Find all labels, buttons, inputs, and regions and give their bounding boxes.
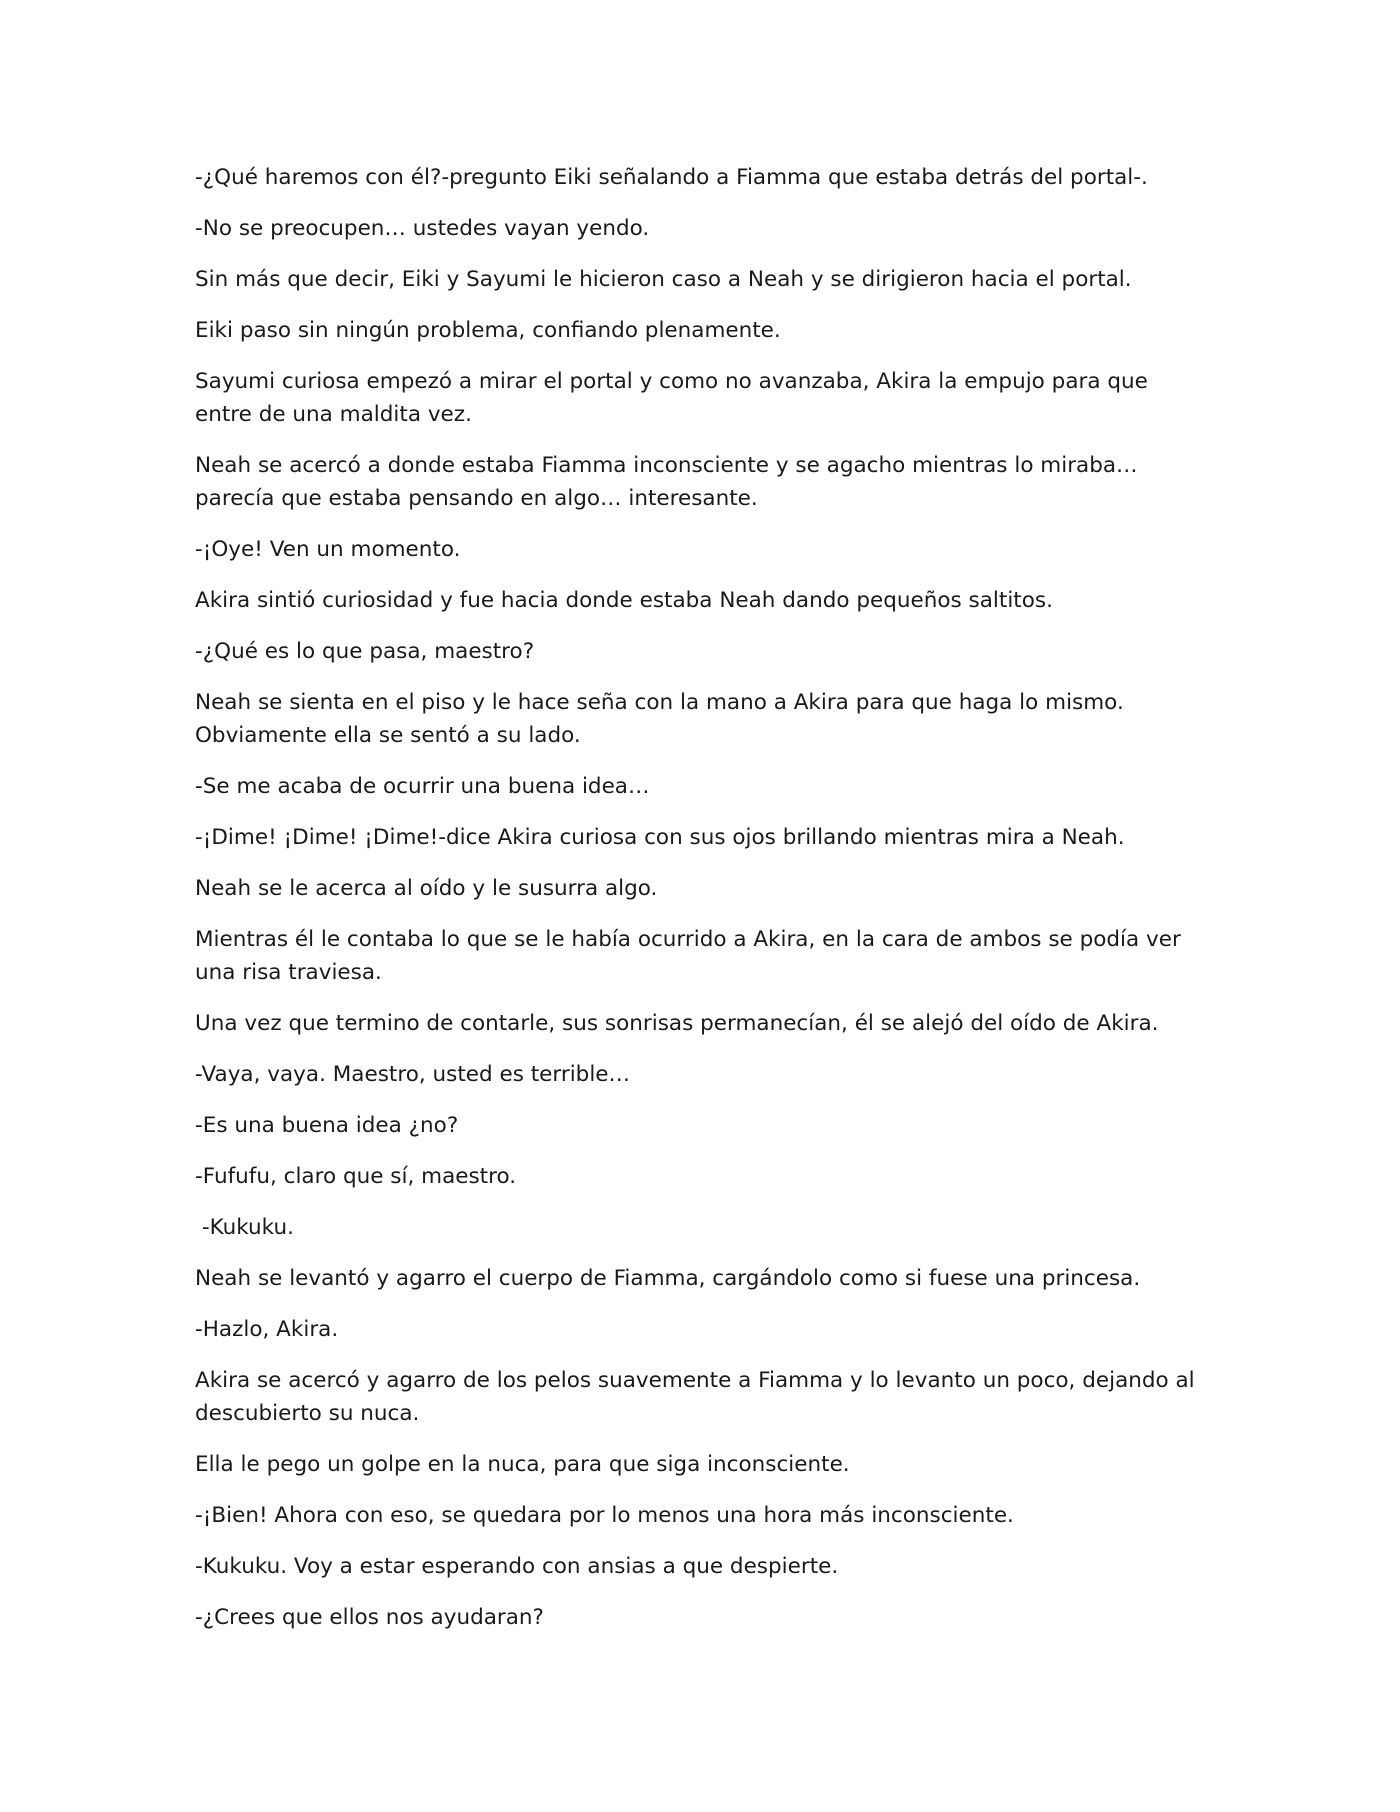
paragraph: Sayumi curiosa empezó a mirar el portal y como no avanzaba, Akira la empujo para que entre de una maldita vez.: [195, 369, 1155, 427]
paragraph: Neah se acercó a donde estaba Fiamma inconsciente y se agacho mientras lo miraba… parecía que estaba pensando en algo… interesante.: [195, 453, 1145, 511]
paragraph: -Kukuku. Voy a estar esperando con ansias a que despierte.: [195, 1554, 839, 1579]
document-body: [195, 161, 1210, 1652]
paragraph: -Se me acaba de ocurrir una buena idea…: [195, 774, 650, 799]
paragraph: Neah se levantó y agarro el cuerpo de Fiamma, cargándolo como si fuese una princesa.: [195, 1266, 1141, 1291]
paragraph: -¡Bien! Ahora con eso, se quedara por lo menos una hora más inconsciente.: [195, 1503, 1014, 1528]
paragraph: -¡Oye! Ven un momento.: [195, 537, 461, 562]
paragraph: Sin más que decir, Eiki y Sayumi le hicieron caso a Neah y se dirigieron hacia el portal.: [195, 267, 1132, 292]
paragraph: Una vez que termino de contarle, sus sonrisas permanecían, él se alejó del oído de Akira.: [195, 1011, 1159, 1036]
paragraph: Neah se sienta en el piso y le hace seña con la mano a Akira para que haga lo mismo. Obviamente ella se sentó a su lado.: [195, 690, 1131, 748]
paragraph: Mientras él le contaba lo que se le había ocurrido a Akira, en la cara de ambos se podía ver una risa traviesa.: [195, 927, 1188, 985]
paragraph: -Es una buena idea ¿no?: [195, 1113, 459, 1138]
paragraph: -Hazlo, Akira.: [195, 1317, 339, 1342]
paragraph: -¡Dime! ¡Dime! ¡Dime!-dice Akira curiosa con sus ojos brillando mientras mira a Neah.: [195, 825, 1125, 850]
paragraph: Akira se acercó y agarro de los pelos suavemente a Fiamma y lo levanto un poco, dejando al descubierto su nuca.: [195, 1368, 1202, 1426]
paragraph: -¿Qué haremos con él?-pregunto Eiki señalando a Fiamma que estaba detrás del portal-.: [195, 165, 1148, 190]
paragraph: Ella le pego un golpe en la nuca, para que siga inconsciente.: [195, 1452, 850, 1477]
paragraph: -Fufufu, claro que sí, maestro.: [195, 1164, 517, 1189]
paragraph: Eiki paso sin ningún problema, confiando plenamente.: [195, 318, 781, 343]
paragraph: Akira sintió curiosidad y fue hacia donde estaba Neah dando pequeños saltitos.: [195, 588, 1053, 613]
paragraph: -¿Qué es lo que pasa, maestro?: [195, 639, 535, 664]
paragraph: Neah se le acerca al oído y le susurra algo.: [195, 876, 658, 901]
paragraph: -¿Crees que ellos nos ayudaran?: [195, 1605, 544, 1630]
paragraph: -No se preocupen… ustedes vayan yendo.: [195, 216, 650, 241]
paragraph: -Kukuku.: [195, 1215, 294, 1240]
paragraph: -Vaya, vaya. Maestro, usted es terrible…: [195, 1062, 631, 1087]
